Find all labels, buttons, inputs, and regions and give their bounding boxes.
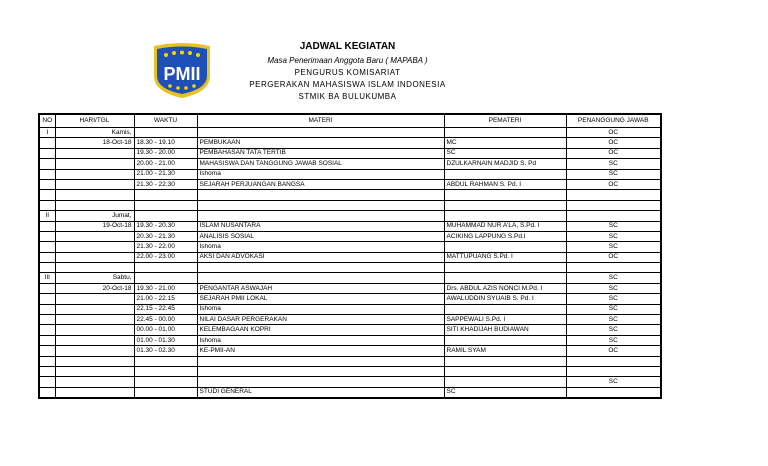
cell-time: 00.00 - 01.00 (134, 325, 197, 335)
cell-speaker: DZULKARNAIN MADJID S. Pd (444, 159, 566, 169)
cell-time: 19.30 - 20.00 (134, 148, 197, 158)
header-responsible: PENANGGUNG JAWAB (566, 114, 661, 128)
table-row (39, 356, 661, 366)
cell-topic: PEMBUKAAN (197, 138, 444, 148)
cell-responsible: SC (566, 221, 661, 231)
cell-day-date (55, 148, 134, 158)
cell-speaker: SAPPEWALI S.Pd. I (444, 315, 566, 325)
document-title: JADWAL KEGIATAN (299, 41, 396, 52)
cell-responsible (566, 366, 661, 376)
header-speaker: PEMATERI (444, 114, 566, 128)
cell-time: 19.30 - 21.00 (134, 283, 197, 293)
table-row (39, 315, 661, 325)
cell-time: 01.00 - 01.30 (134, 335, 197, 345)
table-row (39, 263, 661, 273)
cell-no (39, 283, 55, 293)
cell-responsible: SC (566, 315, 661, 325)
cell-no (39, 325, 55, 335)
cell-responsible: SC (566, 242, 661, 252)
cell-speaker: MATTUPUANG S.Pd. I (444, 252, 566, 262)
cell-day-date (55, 315, 134, 325)
cell-topic (197, 273, 444, 283)
table-row (39, 200, 661, 210)
cell-responsible: SC (566, 377, 661, 387)
cell-speaker: MUHAMMAD NUR A'LA, S.Pd. I (444, 221, 566, 231)
table-row (39, 211, 661, 221)
cell-time: 21.00 - 21.30 (134, 169, 197, 179)
cell-no (39, 387, 55, 398)
cell-speaker: AWALUDDIN SYUAIB S. Pd. I (444, 294, 566, 304)
table-header-row (39, 114, 661, 128)
cell-day-date (55, 190, 134, 200)
cell-time (134, 128, 197, 138)
organizer-line: PENGURUS KOMISARIAT (294, 68, 401, 77)
cell-topic: KE-PMII-AN (197, 346, 444, 356)
cell-time: 21.30 - 22.00 (134, 242, 197, 252)
cell-time: 18.30 - 19.10 (134, 138, 197, 148)
cell-speaker: SITI KHADIJAH BUDIAWAN (444, 325, 566, 335)
cell-time (134, 356, 197, 366)
cell-responsible: OC (566, 138, 661, 148)
table-row (39, 273, 661, 283)
cell-day-date (55, 179, 134, 189)
cell-time: 20.00 - 21.00 (134, 159, 197, 169)
cell-topic: PEMBAHASAN TATA TERTIB (197, 148, 444, 158)
cell-responsible: OC (566, 148, 661, 158)
table-row (39, 138, 661, 148)
cell-no (39, 159, 55, 169)
cell-day-date (55, 242, 134, 252)
cell-speaker (444, 335, 566, 345)
cell-no (39, 179, 55, 189)
cell-topic: ISLAM NUSANTARA (197, 221, 444, 231)
cell-time (134, 366, 197, 376)
cell-day-date (55, 387, 134, 398)
cell-speaker (444, 169, 566, 179)
cell-day-date (55, 263, 134, 273)
cell-day-date (55, 169, 134, 179)
cell-day-date (55, 252, 134, 262)
cell-responsible: SC (566, 294, 661, 304)
cell-no: III (39, 273, 55, 283)
cell-responsible: OC (566, 346, 661, 356)
cell-day-date: Kamis, (55, 128, 134, 138)
cell-speaker (444, 377, 566, 387)
pmii-logo (150, 42, 214, 98)
cell-no (39, 356, 55, 366)
cell-topic: Ishoma (197, 304, 444, 314)
cell-responsible (566, 263, 661, 273)
table-row (39, 190, 661, 200)
cell-speaker (444, 200, 566, 210)
cell-no (39, 304, 55, 314)
cell-responsible: OC (566, 252, 661, 262)
cell-topic: PENGANTAR ASWAJAH (197, 283, 444, 293)
cell-time: 21.00 - 22.15 (134, 294, 197, 304)
table-row (39, 346, 661, 356)
cell-time (134, 200, 197, 210)
cell-topic: Ishoma (197, 169, 444, 179)
cell-responsible: SC (566, 283, 661, 293)
cell-no (39, 294, 55, 304)
cell-topic: MAHASISWA DAN TANGGUNG JAWAB SOSIAL (197, 159, 444, 169)
cell-speaker (444, 211, 566, 221)
cell-speaker: SC (444, 148, 566, 158)
table-row (39, 294, 661, 304)
cell-day-date: 18-Oct-18 (55, 138, 134, 148)
cell-speaker (444, 190, 566, 200)
cell-responsible: SC (566, 169, 661, 179)
cell-no (39, 148, 55, 158)
cell-no (39, 200, 55, 210)
cell-day-date: Sabtu, (55, 273, 134, 283)
cell-no: I (39, 128, 55, 138)
header-day-date: HARI/TGL (55, 114, 134, 128)
cell-speaker: ACIKING LAPPUNG S.Pd.I (444, 231, 566, 241)
cell-topic: Ishoma (197, 335, 444, 345)
table-row (39, 179, 661, 189)
cell-responsible: SC (566, 325, 661, 335)
table-row (39, 221, 661, 231)
cell-no (39, 231, 55, 241)
cell-topic: SEJARAH PMII LOKAL (197, 294, 444, 304)
cell-speaker: RAMIL SYAM (444, 346, 566, 356)
cell-no (39, 138, 55, 148)
cell-day-date (55, 231, 134, 241)
cell-time: 19.30 - 20.30 (134, 221, 197, 231)
cell-topic (197, 366, 444, 376)
cell-time: 21.30 - 22.30 (134, 179, 197, 189)
cell-time (134, 263, 197, 273)
cell-day-date (55, 304, 134, 314)
cell-no (39, 221, 55, 231)
cell-responsible: SC (566, 159, 661, 169)
logo-text: PMII (163, 64, 201, 84)
cell-time (134, 190, 197, 200)
table-row (39, 169, 661, 179)
cell-responsible (566, 200, 661, 210)
table-row (39, 387, 661, 398)
cell-responsible (566, 190, 661, 200)
cell-no (39, 366, 55, 376)
cell-day-date: Jumat, (55, 211, 134, 221)
cell-no (39, 315, 55, 325)
cell-topic: STUDI GENERAL (197, 387, 444, 398)
cell-day-date (55, 325, 134, 335)
table-row (39, 159, 661, 169)
cell-no (39, 169, 55, 179)
cell-day-date (55, 294, 134, 304)
table-row (39, 128, 661, 138)
cell-topic: ANALISIS SOSIAL (197, 231, 444, 241)
cell-day-date: 19-Oct-18 (55, 221, 134, 231)
cell-responsible: SC (566, 335, 661, 345)
cell-responsible: OC (566, 128, 661, 138)
cell-no (39, 263, 55, 273)
cell-responsible (566, 356, 661, 366)
cell-topic: NILAI DASAR PERGERAKAN (197, 315, 444, 325)
cell-time: 22.00 - 23.00 (134, 252, 197, 262)
cell-time (134, 377, 197, 387)
cell-time: 22.15 - 22.45 (134, 304, 197, 314)
cell-topic: KELEMBAGAAN KOPRI (197, 325, 444, 335)
cell-time (134, 273, 197, 283)
cell-no (39, 242, 55, 252)
cell-speaker (444, 273, 566, 283)
table-row (39, 325, 661, 335)
cell-time: 01.30 - 02.30 (134, 346, 197, 356)
table-row (39, 283, 661, 293)
table-row (39, 148, 661, 158)
cell-topic (197, 356, 444, 366)
cell-topic: SEJARAH PERJUANGAN BANGSA (197, 179, 444, 189)
header-no: NO (39, 114, 55, 128)
cell-speaker (444, 366, 566, 376)
cell-time (134, 387, 197, 398)
table-row (39, 304, 661, 314)
cell-no (39, 346, 55, 356)
cell-time: 22.45 - 00.00 (134, 315, 197, 325)
cell-speaker (444, 242, 566, 252)
cell-day-date (55, 377, 134, 387)
campus-name: STMIK BA BULUKUMBA (298, 92, 397, 101)
cell-topic (197, 211, 444, 221)
table-row (39, 252, 661, 262)
cell-no: II (39, 211, 55, 221)
header-time: WAKTU (134, 114, 197, 128)
cell-day-date (55, 200, 134, 210)
cell-speaker: SC (444, 387, 566, 398)
cell-day-date (55, 366, 134, 376)
table-row (39, 377, 661, 387)
cell-responsible: OC (566, 179, 661, 189)
cell-no (39, 335, 55, 345)
cell-topic: AKSI DAN ADVOKASI (197, 252, 444, 262)
cell-topic (197, 200, 444, 210)
table-row (39, 366, 661, 376)
cell-no (39, 377, 55, 387)
cell-responsible: SC (566, 304, 661, 314)
cell-no (39, 252, 55, 262)
cell-no (39, 190, 55, 200)
table-row (39, 231, 661, 241)
cell-topic (197, 377, 444, 387)
cell-time (134, 211, 197, 221)
cell-responsible: SC (566, 231, 661, 241)
cell-topic: Ishoma (197, 242, 444, 252)
cell-speaker: ABDUL RAHMAN S. Pd. I (444, 179, 566, 189)
cell-speaker (444, 356, 566, 366)
cell-topic (197, 128, 444, 138)
cell-speaker (444, 263, 566, 273)
cell-speaker (444, 128, 566, 138)
table-row (39, 242, 661, 252)
cell-topic (197, 263, 444, 273)
cell-responsible (566, 387, 661, 398)
cell-topic (197, 190, 444, 200)
table-row (39, 335, 661, 345)
schedule-table (38, 113, 662, 399)
cell-day-date (55, 346, 134, 356)
cell-speaker (444, 304, 566, 314)
cell-day-date (55, 159, 134, 169)
cell-responsible: SC (566, 273, 661, 283)
cell-speaker: MC (444, 138, 566, 148)
cell-day-date: 20-Oct-18 (55, 283, 134, 293)
cell-day-date (55, 356, 134, 366)
cell-speaker: Drs. ABDUL AZIS NONCI M.Pd. I (444, 283, 566, 293)
cell-day-date (55, 335, 134, 345)
cell-responsible (566, 211, 661, 221)
cell-time: 20.30 - 21.30 (134, 231, 197, 241)
document-subtitle: Masa Penerimaan Anggota Baru ( MAPABA ) (267, 56, 428, 65)
organization-name: PERGERAKAN MAHASISWA ISLAM INDONESIA (249, 80, 446, 89)
header-topic: MATERI (197, 114, 444, 128)
